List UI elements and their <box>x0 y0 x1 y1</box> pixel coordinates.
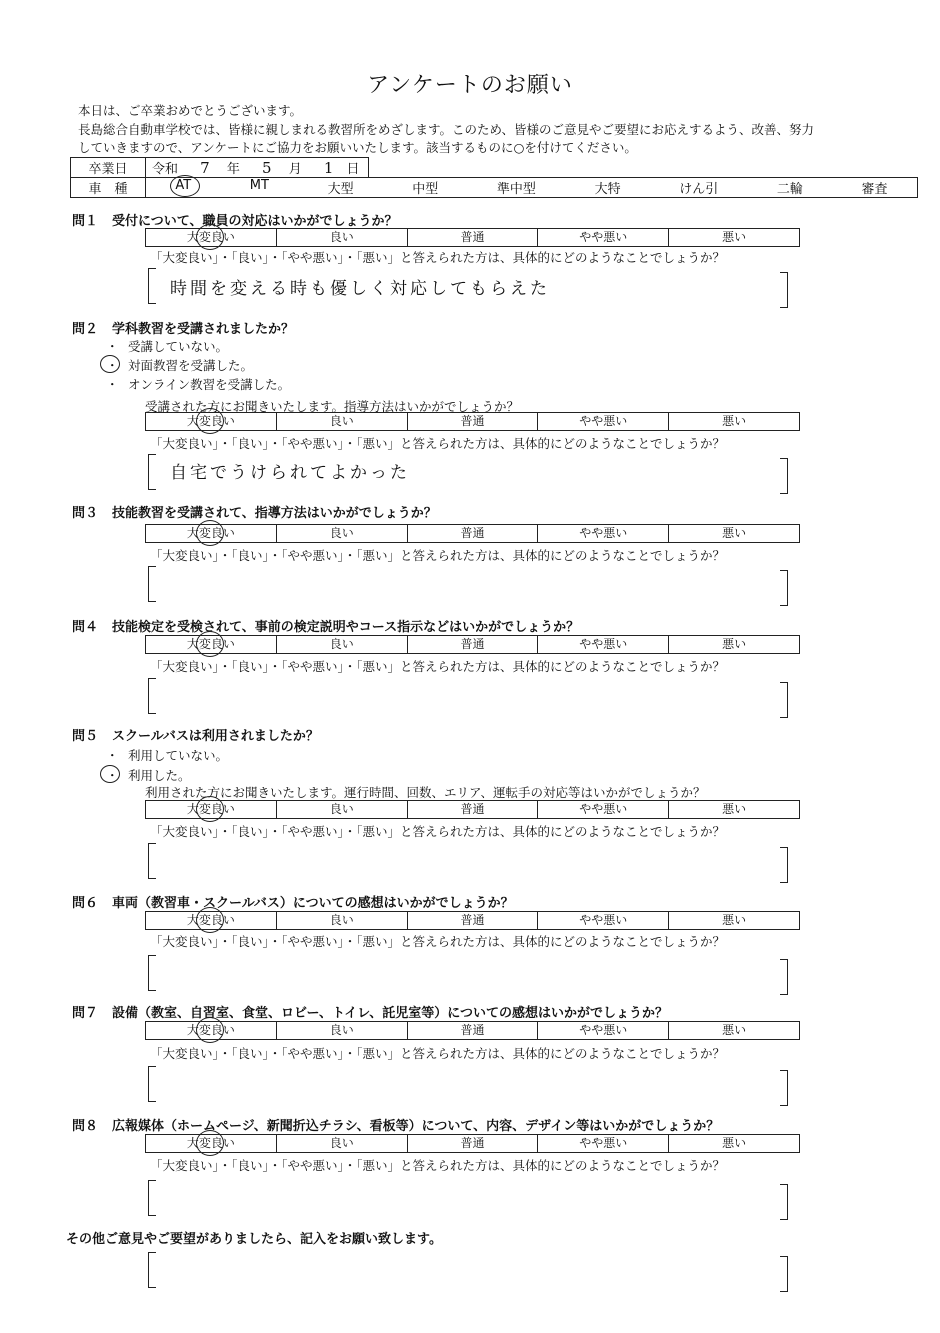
selection-circle <box>196 224 224 250</box>
rating-option[interactable]: 大変良い <box>146 912 276 929</box>
vehicle-option[interactable]: 準中型 <box>496 182 536 197</box>
follow-up-prompt: 「大変良い」・「良い」・「やや悪い」・「悪い」と答えられた方は、具体的にどのようなことでしょうか？ <box>150 1046 726 1061</box>
question-number: 問６ <box>72 896 99 911</box>
answer-bracket-right <box>780 682 788 718</box>
rating-option[interactable]: やや悪い <box>537 413 668 430</box>
handwritten-answer[interactable]: 時間を変える時も優しく対応してもらえた <box>170 279 550 299</box>
selection-circle <box>196 1130 224 1156</box>
rating-option[interactable]: 悪い <box>668 229 799 246</box>
selection-mark <box>100 355 120 373</box>
intro-line-2: 長島総合自動車学校では、皆様に親しまれる教習所をめざします。このため、皆様のご意見やご要望にお応えするよう、改善、努力 <box>78 122 815 137</box>
rating-option[interactable]: 良い <box>276 413 407 430</box>
rating-option[interactable]: 普通 <box>407 525 538 542</box>
rating-option[interactable]: やや悪い <box>537 525 668 542</box>
follow-up-prompt: 「大変良い」・「良い」・「やや悪い」・「悪い」と答えられた方は、具体的にどのようなことでしょうか？ <box>150 659 726 674</box>
graduation-label: 卒業日 <box>71 158 146 178</box>
vehicle-option[interactable]: 大特 <box>594 182 621 197</box>
selection-circle <box>196 408 224 434</box>
answer-bracket-right <box>780 847 788 883</box>
vehicle-option[interactable]: 二輪 <box>776 182 803 197</box>
rating-scale <box>145 524 800 543</box>
answer-bracket-right <box>780 570 788 606</box>
question-title <box>72 616 579 635</box>
question-number: 問１ <box>72 214 99 229</box>
selection-circle <box>196 907 224 933</box>
rating-option[interactable]: 良い <box>276 525 407 542</box>
rating-option[interactable]: 悪い <box>668 912 799 929</box>
answer-bracket-left <box>148 268 156 304</box>
rating-scale <box>145 635 800 654</box>
grad-year[interactable]: 7 <box>200 159 213 177</box>
question-title <box>72 725 319 744</box>
year-unit: 年 <box>226 162 240 177</box>
vehicle-option[interactable]: 大型 <box>327 182 354 197</box>
vehicle-option[interactable]: 中型 <box>412 182 439 197</box>
era: 令和 <box>152 162 179 177</box>
selection-mark <box>100 765 120 783</box>
rating-option[interactable]: 良い <box>276 636 407 653</box>
closing-bracket-left <box>148 1252 156 1288</box>
rating-option[interactable]: やや悪い <box>537 1135 668 1152</box>
closing-text: その他ご意見やご要望がありましたら、記入をお願い致します。 <box>66 1232 442 1247</box>
answer-bracket-right <box>780 1070 788 1106</box>
question-number: 問３ <box>72 506 99 521</box>
question-title <box>72 318 294 337</box>
info-table <box>70 157 918 198</box>
rating-option[interactable]: 普通 <box>407 413 538 430</box>
vehicle-options <box>146 178 917 197</box>
question-number: 問７ <box>72 1006 99 1021</box>
question-title <box>72 892 514 911</box>
rating-scale <box>145 1134 800 1153</box>
option-bullet: ・ <box>106 748 119 763</box>
intro-line-1: 本日は、ご卒業おめでとうございます。 <box>78 103 303 118</box>
follow-up-prompt: 「大変良い」・「良い」・「やや悪い」・「悪い」と答えられた方は、具体的にどのようなことでしょうか？ <box>150 1158 726 1173</box>
rating-option[interactable]: やや悪い <box>537 229 668 246</box>
rating-scale <box>145 228 800 247</box>
rating-option[interactable]: 良い <box>276 229 407 246</box>
rating-option[interactable]: 大変良い <box>146 636 276 653</box>
sub-question: 受講された方にお聞きいたします。指導方法はいかがでしょうか？ <box>145 399 520 414</box>
rating-option[interactable]: 悪い <box>668 801 799 818</box>
question-number: 問５ <box>72 729 99 744</box>
rating-scale <box>145 800 800 819</box>
question-title <box>72 1115 719 1134</box>
option-bullet: ・ <box>106 358 119 373</box>
question-title <box>72 210 397 229</box>
rating-option[interactable]: 良い <box>276 801 407 818</box>
rating-option[interactable]: 大変良い <box>146 229 276 246</box>
answer-bracket-left <box>148 454 156 490</box>
answer-bracket-right <box>780 959 788 995</box>
day-unit: 日 <box>346 162 360 177</box>
rating-option[interactable]: 大変良い <box>146 525 276 542</box>
vehicle-row <box>71 178 918 198</box>
month-unit: 月 <box>288 162 302 177</box>
selection-circle <box>196 520 224 546</box>
answer-bracket-right <box>780 1184 788 1220</box>
handwritten-answer[interactable]: 自宅でうけられてよかった <box>170 463 410 483</box>
follow-up-prompt: 「大変良い」・「良い」・「やや悪い」・「悪い」と答えられた方は、具体的にどのようなことでしょうか？ <box>150 436 726 451</box>
question-text: 設備（教室、自習室、食堂、ロビー、トイレ、託児室等）についての感想はいかがでしょうか？ <box>112 1006 669 1021</box>
follow-up-prompt: 「大変良い」・「良い」・「やや悪い」・「悪い」と答えられた方は、具体的にどのようなことでしょうか？ <box>150 824 726 839</box>
rating-option[interactable]: 悪い <box>668 413 799 430</box>
option-bullet: ・ <box>106 339 119 354</box>
selection-circle <box>196 631 224 657</box>
answer-bracket-right <box>780 458 788 494</box>
follow-up-prompt: 「大変良い」・「良い」・「やや悪い」・「悪い」と答えられた方は、具体的にどのようなことでしょうか？ <box>150 934 726 949</box>
rating-option[interactable]: やや悪い <box>537 636 668 653</box>
answer-option[interactable]: 受講していない。 <box>128 339 229 354</box>
answer-option[interactable]: オンライン教習を受講した。 <box>128 377 291 392</box>
rating-option[interactable]: やや悪い <box>537 912 668 929</box>
selection-circle <box>196 796 224 822</box>
grad-month[interactable]: 5 <box>262 159 275 177</box>
rating-option[interactable]: 普通 <box>407 912 538 929</box>
option-bullet: ・ <box>106 377 119 392</box>
vehicle-option[interactable]: 審査 <box>861 182 888 197</box>
answer-bracket-right <box>780 272 788 308</box>
question-text: 技能教習を受講されて、指導方法はいかがでしょうか？ <box>112 506 437 521</box>
rating-scale <box>145 911 800 930</box>
answer-bracket-left <box>148 1180 156 1216</box>
answer-bracket-left <box>148 843 156 879</box>
answer-bracket-left <box>148 1066 156 1102</box>
answer-bracket-left <box>148 955 156 991</box>
rating-option[interactable]: 大変良い <box>146 413 276 430</box>
grad-day[interactable]: 1 <box>323 159 337 177</box>
rating-option[interactable]: やや悪い <box>537 801 668 818</box>
question-text: 受付について、職員の対応はいかがでしょうか？ <box>112 214 398 229</box>
rating-option[interactable]: 普通 <box>407 801 538 818</box>
vehicle-option[interactable]: けん引 <box>679 182 719 197</box>
question-number: 問８ <box>72 1119 99 1134</box>
rating-option[interactable]: 大変良い <box>146 801 276 818</box>
graduation-row <box>71 158 918 178</box>
answer-option[interactable]: 利用した。 <box>128 768 191 783</box>
selection-circle <box>196 1017 224 1043</box>
rating-scale <box>145 412 800 431</box>
sub-question: 利用された方にお聞きいたします。運行時間、回数、エリア、運転手の対応等はいかがでしょうか？ <box>145 785 706 800</box>
rating-option[interactable]: 良い <box>276 1135 407 1152</box>
rating-option[interactable]: 普通 <box>407 229 538 246</box>
answer-option[interactable]: 対面教習を受講した。 <box>128 358 254 373</box>
rating-option[interactable]: やや悪い <box>537 1022 668 1039</box>
question-number: 問２ <box>72 322 99 337</box>
answer-bracket-left <box>148 678 156 714</box>
rating-option[interactable]: 普通 <box>407 1022 538 1039</box>
rating-option[interactable]: 悪い <box>668 1022 799 1039</box>
question-title <box>72 502 437 521</box>
closing-bracket-right <box>780 1256 788 1292</box>
rating-option[interactable]: 悪い <box>668 1135 799 1152</box>
vehicle-label: 車 種 <box>71 178 146 198</box>
answer-option[interactable]: 利用していない。 <box>128 748 229 763</box>
intro-line-3: していきますので、アンケートにご協力をお願いいたします。該当するものに○を付けてください。 <box>78 140 637 155</box>
question-text: 広報媒体（ホームページ、新聞折込チラシ、看板等）について、内容、デザイン等はいかがでしょうか？ <box>112 1119 720 1134</box>
rating-option[interactable]: 普通 <box>407 1135 538 1152</box>
question-text: スクールバスは利用されましたか？ <box>112 729 319 744</box>
question-number: 問４ <box>72 620 99 635</box>
rating-option[interactable]: 普通 <box>407 636 538 653</box>
selection-circle <box>170 175 200 197</box>
rating-option[interactable]: 大変良い <box>146 1022 276 1039</box>
answer-bracket-left <box>148 566 156 602</box>
rating-option[interactable]: 悪い <box>668 636 799 653</box>
vehicle-option[interactable]: MT <box>249 178 269 193</box>
rating-option[interactable]: 悪い <box>668 525 799 542</box>
page-title: アンケートのお願い <box>367 73 573 98</box>
option-bullet: ・ <box>106 768 119 783</box>
question-text: 学科教習を受講されましたか？ <box>112 322 295 337</box>
question-text: 技能検定を受検されて、事前の検定説明やコース指示などはいかがでしょうか？ <box>112 620 580 635</box>
question-title <box>72 1002 668 1021</box>
rating-option[interactable]: 良い <box>276 1022 407 1039</box>
follow-up-prompt: 「大変良い」・「良い」・「やや悪い」・「悪い」と答えられた方は、具体的にどのようなことでしょうか？ <box>150 250 726 265</box>
rating-option[interactable]: 大変良い <box>146 1135 276 1152</box>
rating-scale <box>145 1021 800 1040</box>
question-text: 車両（教習車・スクールバス）についての感想はいかがでしょうか？ <box>112 896 514 911</box>
follow-up-prompt: 「大変良い」・「良い」・「やや悪い」・「悪い」と答えられた方は、具体的にどのようなことでしょうか？ <box>150 548 726 563</box>
rating-option[interactable]: 良い <box>276 912 407 929</box>
vehicle-option[interactable]: AT <box>175 178 191 197</box>
